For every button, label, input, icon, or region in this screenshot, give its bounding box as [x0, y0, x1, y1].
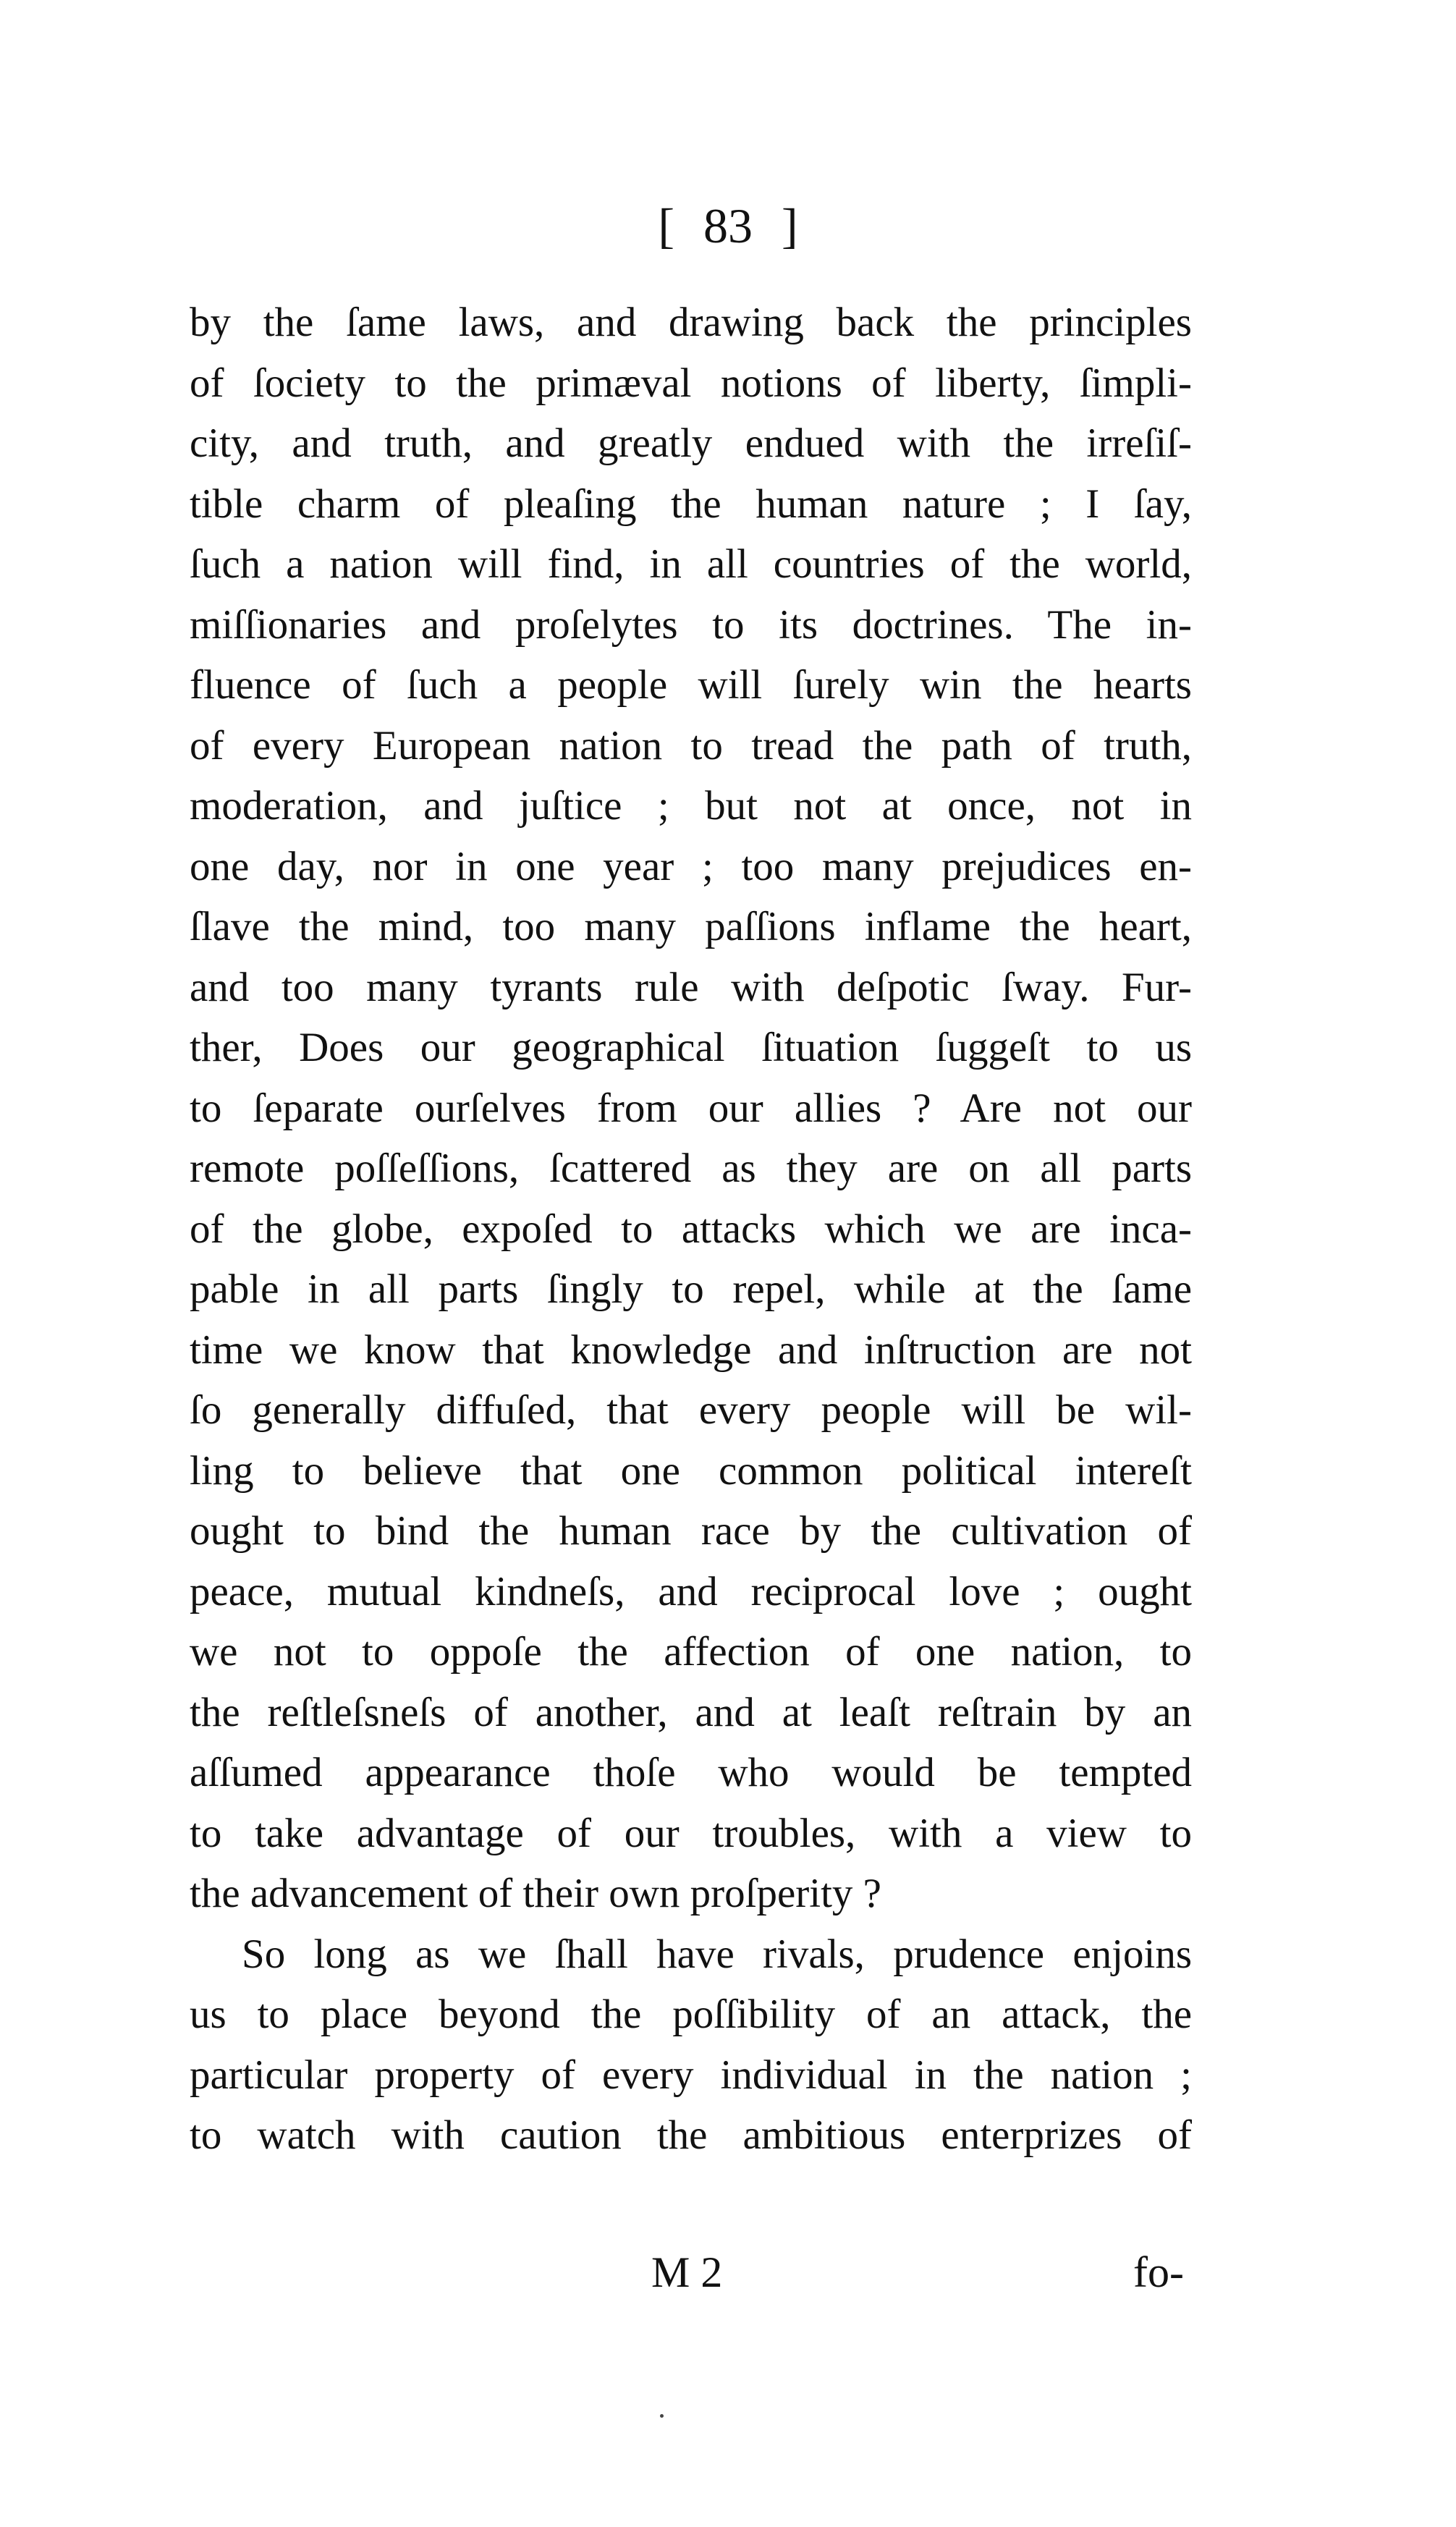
page-number: 83 — [703, 198, 753, 253]
text-line: of ſociety to the primæval notions of liberty, ſimpli- — [190, 360, 1192, 406]
text-line: miſſionaries and proſelytes to its doctrines. The in- — [190, 601, 1192, 648]
header-bracket-close: ] — [782, 198, 798, 253]
text-line: and too many tyrants rule with deſpotic ſway. Fur- — [190, 964, 1192, 1010]
text-line: to take advantage of our troubles, with a view to — [190, 1810, 1192, 1856]
text-line: fluence of ſuch a people will ſurely win the hearts — [190, 662, 1192, 708]
text-line: ſuch a nation will find, in all countries of the world, — [190, 541, 1192, 587]
signature-mark: M 2 — [651, 2248, 723, 2296]
text-line: time we know that knowledge and inſtruction are not — [190, 1326, 1192, 1373]
text-line: ling to believe that one common political intereſt — [190, 1447, 1192, 1494]
text-line: of every European nation to tread the path of truth, — [190, 722, 1192, 769]
header-bracket-open: [ — [658, 198, 674, 253]
text-line: to ſeparate ourſelves from our allies ? Are not our — [190, 1085, 1192, 1131]
text-line: one day, nor in one year ; too many prejudices en- — [190, 843, 1192, 889]
text-line: ſlave the mind, too many paſſions inflame the heart, — [190, 904, 1192, 949]
paper-speck — [660, 2414, 664, 2418]
text-line: to watch with caution the ambitious enterprizes of — [190, 2112, 1192, 2158]
text-line: ſo generally diffuſed, that every people will be wil- — [190, 1387, 1192, 1433]
text-line: aſſumed appearance thoſe who would be tempted — [190, 1750, 1192, 1795]
text-line: us to place beyond the poſſibility of an attack, the — [190, 1991, 1192, 2037]
text-line: pable in all parts ſingly to repel, while at the ſame — [190, 1266, 1192, 1312]
text-line: ther, Does our geographical ſituation ſuggeſt to us — [190, 1025, 1192, 1070]
paragraph-end-line: the advancement of their own proſperity ? — [190, 1871, 881, 1916]
paragraph-start-line: So long as we ſhall have rivals, prudence enjoins — [242, 1931, 1192, 1977]
catchword: fo- — [1133, 2248, 1184, 2296]
page-footer — [0, 2242, 1456, 2303]
text-line: remote poſſeſſions, ſcattered as they are on all parts — [190, 1146, 1192, 1191]
text-line: of the globe, expoſed to attacks which we are inca- — [190, 1206, 1192, 1252]
text-line: ought to bind the human race by the cultivation of — [190, 1508, 1192, 1554]
text-line: tible charm of pleaſing the human nature ; I ſay, — [190, 481, 1192, 527]
text-line: city, and truth, and greatly endued with the irreſiſ- — [190, 420, 1192, 466]
text-line: particular property of every individual in the nation ; — [190, 2052, 1192, 2098]
text-line: moderation, and juſtice ; but not at once, not in — [190, 783, 1192, 829]
page-header — [0, 197, 1456, 255]
text-line: we not to oppoſe the affection of one nation, to — [190, 1629, 1192, 1675]
text-line: the reſtleſsneſs of another, and at leaſt reſtrain by an — [190, 1689, 1192, 1735]
text-line: peace, mutual kindneſs, and reciprocal love ; ought — [190, 1568, 1192, 1614]
text-line: by the ſame laws, and drawing back the principles — [190, 300, 1192, 345]
body-text — [190, 292, 1192, 2166]
